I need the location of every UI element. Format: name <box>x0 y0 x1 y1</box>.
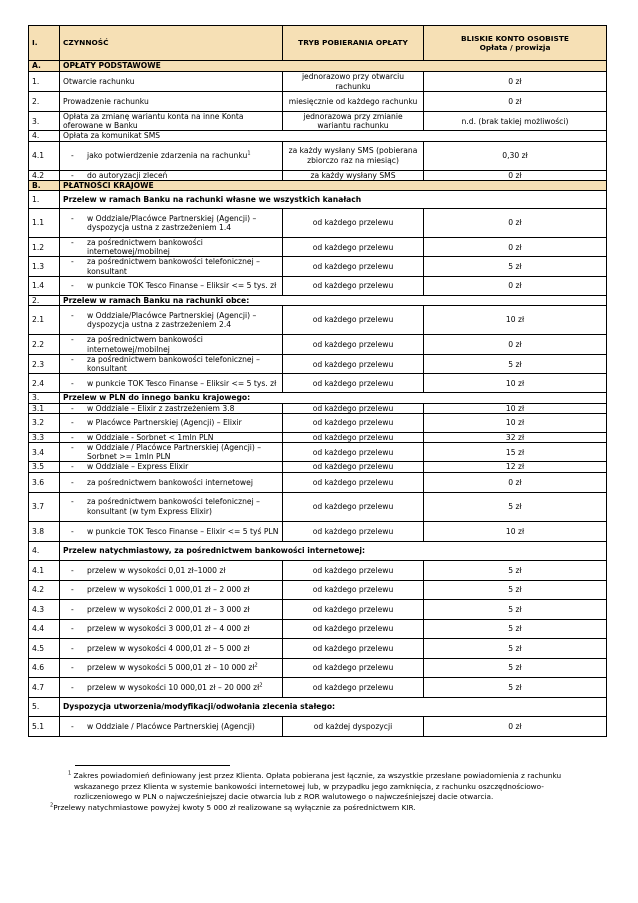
row-fee-mode: od każdego przelewu <box>283 462 424 472</box>
row-fee-value: 0 zł <box>424 276 607 295</box>
row-fee-value: 0,30 zł <box>424 141 607 170</box>
activity-text-wrap <box>87 624 279 633</box>
row-number: 1.1 <box>29 209 60 238</box>
activity-text: za pośrednictwem bankowości internetowej/mobilnej <box>87 238 203 257</box>
activity-text: za pośrednictwem bankowości telefonicznej – konsultant (w tym Express Elixir) <box>87 497 260 516</box>
row-fee-value: 0 zł <box>424 72 607 92</box>
row-fee-mode: od każdego przelewu <box>283 677 424 697</box>
row-number: A. <box>29 61 60 72</box>
row-activity <box>60 141 283 170</box>
activity-text-wrap <box>87 404 279 413</box>
row-number: 3.1 <box>29 403 60 413</box>
table-row <box>29 141 607 170</box>
row-fee-mode: jednorazowa przy zmianie wariantu rachunku <box>283 112 424 131</box>
bullet-dash: - <box>71 585 74 595</box>
activity-item <box>63 566 279 575</box>
table-row <box>29 403 607 413</box>
row-fee-mode: od każdego przelewu <box>283 492 424 521</box>
row-activity <box>60 462 283 472</box>
table-row <box>29 462 607 472</box>
row-number: 3.8 <box>29 521 60 541</box>
bullet-dash: - <box>71 643 74 653</box>
table-row <box>29 112 607 131</box>
activity-item <box>63 644 279 653</box>
row-activity <box>60 560 283 580</box>
activity-text-wrap <box>87 663 279 672</box>
activity-item <box>63 624 279 633</box>
bullet-dash: - <box>71 355 74 365</box>
bullet-dash: - <box>71 565 74 575</box>
activity-text: w Oddziale/Placówce Partnerskiej (Agencji) – dyspozycja ustna z zastrzeżeniem 1.4 <box>87 213 257 233</box>
row-fee-value: 10 zł <box>424 374 607 393</box>
header-fee-line2: Opłata / prowizja <box>479 43 551 52</box>
table-row <box>29 355 607 374</box>
row-activity <box>60 580 283 599</box>
activity-text: w Oddziale – Express Elixir <box>87 462 189 472</box>
fee-table-document <box>28 25 607 737</box>
header-num: I. <box>29 26 60 61</box>
group-title: Przelew natychmiastowy, za pośrednictwem bankowości internetowej: <box>60 541 607 560</box>
row-fee-mode: od każdego przelewu <box>283 560 424 580</box>
table-row <box>29 170 607 180</box>
section-row <box>29 61 607 72</box>
row-fee-mode: od każdego przelewu <box>283 403 424 413</box>
table-header-row <box>29 26 607 61</box>
row-number: 3.3 <box>29 432 60 442</box>
row-number: 1.4 <box>29 276 60 295</box>
footnote-ref: 2 <box>259 682 263 689</box>
activity-item <box>63 151 279 160</box>
activity-item <box>63 238 279 256</box>
row-fee-mode: od każdego przelewu <box>283 472 424 492</box>
table-row <box>29 92 607 112</box>
row-number: 1.3 <box>29 257 60 276</box>
activity-text: w Oddziale / Placówce Partnerskiej (Agencji) – Sorbnet >= 1mln PLN <box>87 443 262 462</box>
table-row <box>29 619 607 638</box>
activity-item <box>63 214 279 232</box>
activity-item <box>63 527 279 536</box>
activity-text: przelew w wysokości 10 000,01 zł – 20 000 zł <box>87 682 260 692</box>
activity-text-wrap <box>87 281 279 290</box>
activity-item <box>63 585 279 594</box>
row-number: 1. <box>29 72 60 92</box>
bullet-dash: - <box>71 497 74 507</box>
section-title: OPŁATY PODSTAWOWE <box>60 61 607 72</box>
table-row <box>29 335 607 355</box>
bullet-dash: - <box>71 310 74 320</box>
activity-text: przelew w wysokości 3 000,01 zł – 4 000 zł <box>87 624 250 634</box>
activity-text: za pośrednictwem bankowości internetowej/mobilnej <box>87 335 203 354</box>
row-activity <box>60 638 283 658</box>
activity-text-wrap <box>87 478 279 487</box>
group-title: Przelew w PLN do innego banku krajowego: <box>60 393 607 403</box>
row-number: 2.3 <box>29 355 60 374</box>
header-fee <box>424 26 607 61</box>
activity-text-wrap <box>87 214 279 232</box>
row-activity <box>60 716 283 736</box>
activity-item <box>63 335 279 353</box>
row-number: 3. <box>29 112 60 131</box>
footnotes <box>50 771 595 813</box>
row-fee-value: 5 zł <box>424 638 607 658</box>
row-fee-mode: od każdego przelewu <box>283 580 424 599</box>
activity-text-wrap <box>87 644 279 653</box>
row-fee-value: 5 zł <box>424 560 607 580</box>
bullet-dash: - <box>71 335 74 345</box>
row-activity <box>60 238 283 257</box>
table-row <box>29 716 607 736</box>
row-number: 3.6 <box>29 472 60 492</box>
row-fee-mode: jednorazowo przy otwarciu rachunku <box>283 72 424 92</box>
row-number: 4.4 <box>29 619 60 638</box>
group-row <box>29 191 607 209</box>
table-row <box>29 276 607 295</box>
row-number: 4. <box>29 541 60 560</box>
row-activity <box>60 472 283 492</box>
footnote-1 <box>50 771 595 803</box>
row-fee-value: 0 zł <box>424 716 607 736</box>
table-row <box>29 257 607 276</box>
footnote-2-mark: 2 <box>50 802 54 809</box>
row-fee-mode: od każdego przelewu <box>283 335 424 355</box>
activity-text-wrap <box>87 355 279 373</box>
row-fee-value: 10 zł <box>424 521 607 541</box>
row-number: 4.2 <box>29 170 60 180</box>
row-number: 2.1 <box>29 306 60 335</box>
group-row <box>29 131 607 141</box>
activity-text-wrap <box>87 238 279 256</box>
row-number: 4.6 <box>29 658 60 677</box>
bullet-dash: - <box>71 170 74 180</box>
row-fee-value: 5 zł <box>424 619 607 638</box>
header-mode: TRYB POBIERANIA OPŁATY <box>283 26 424 61</box>
activity-text-wrap <box>87 379 279 388</box>
activity-item <box>63 443 279 461</box>
activity-text: za pośrednictwem bankowości telefonicznej – konsultant <box>87 257 260 276</box>
row-number: 1.2 <box>29 238 60 257</box>
row-fee-mode: od każdego przelewu <box>283 238 424 257</box>
group-title: Dyspozycja utworzenia/modyfikacji/odwołania zlecenia stałego: <box>60 697 607 716</box>
section-row <box>29 180 607 190</box>
row-fee-value: 32 zł <box>424 432 607 442</box>
activity-text: w Oddziale/Placówce Partnerskiej (Agencji) – dyspozycja ustna z zastrzeżeniem 2.4 <box>87 310 257 330</box>
activity-text-wrap <box>87 433 279 442</box>
bullet-dash: - <box>71 432 74 442</box>
bullet-dash: - <box>71 257 74 267</box>
table-row <box>29 209 607 238</box>
row-fee-value: 0 zł <box>424 92 607 112</box>
activity-item <box>63 433 279 442</box>
row-fee-mode: od każdego przelewu <box>283 355 424 374</box>
table-row <box>29 599 607 619</box>
activity-item <box>63 722 279 731</box>
activity-item <box>63 355 279 373</box>
table-row <box>29 521 607 541</box>
bullet-dash: - <box>71 151 74 160</box>
activity-item <box>63 311 279 329</box>
row-number: 2.2 <box>29 335 60 355</box>
activity-text: jako potwierdzenie zdarzenia na rachunku <box>87 151 248 160</box>
row-fee-mode: od każdego przelewu <box>283 276 424 295</box>
row-fee-mode: od każdego przelewu <box>283 374 424 393</box>
row-number: 5. <box>29 697 60 716</box>
row-number: 4.5 <box>29 638 60 658</box>
row-number: 4.1 <box>29 141 60 170</box>
row-fee-value: 10 zł <box>424 413 607 432</box>
row-activity <box>60 257 283 276</box>
bullet-dash: - <box>71 281 74 291</box>
activity-text-wrap <box>87 151 279 160</box>
bullet-dash: - <box>71 477 74 487</box>
row-fee-mode: od każdej dyspozycji <box>283 716 424 736</box>
row-number: 2.4 <box>29 374 60 393</box>
activity-text-wrap <box>87 683 279 692</box>
row-fee-value: 12 zł <box>424 462 607 472</box>
row-number: B. <box>29 180 60 190</box>
bullet-dash: - <box>71 663 74 673</box>
row-fee-mode: od każdego przelewu <box>283 658 424 677</box>
activity-text-wrap <box>87 171 279 180</box>
activity-item <box>63 478 279 487</box>
table-row <box>29 560 607 580</box>
table-row <box>29 658 607 677</box>
row-fee-value: 5 zł <box>424 580 607 599</box>
activity-item <box>63 281 279 290</box>
row-activity <box>60 599 283 619</box>
section-title: PŁATNOŚCI KRAJOWE <box>60 180 607 190</box>
row-activity <box>60 355 283 374</box>
table-row <box>29 306 607 335</box>
row-fee-mode: od każdego przelewu <box>283 432 424 442</box>
group-row <box>29 295 607 305</box>
activity-text: w Oddziale / Placówce Partnerskiej (Agencji) <box>87 721 255 731</box>
activity-text: w punkcie TOK Tesco Finanse – Eliksir <= 5 tys. zł <box>87 281 277 291</box>
group-title: Opłata za komunikat SMS <box>60 131 607 141</box>
activity-text: przelew w wysokości 5 000,01 zł – 10 000 zł <box>87 663 255 673</box>
row-fee-mode: za każdy wysłany SMS <box>283 170 424 180</box>
row-fee-value: n.d. (brak takiej możliwości) <box>424 112 607 131</box>
row-number: 3.7 <box>29 492 60 521</box>
activity-text-wrap <box>87 335 279 353</box>
activity-text-wrap <box>87 722 279 731</box>
activity-text-wrap <box>87 418 279 427</box>
bullet-dash: - <box>71 462 74 472</box>
row-number: 3.4 <box>29 443 60 462</box>
bullet-dash: - <box>71 443 74 453</box>
row-number: 4.2 <box>29 580 60 599</box>
row-number: 2. <box>29 92 60 112</box>
row-fee-value: 15 zł <box>424 443 607 462</box>
activity-text-wrap <box>87 462 279 471</box>
activity-item <box>63 379 279 388</box>
footnote-1-mark: 1 <box>68 770 72 777</box>
activity-item <box>63 605 279 614</box>
row-fee-value: 0 zł <box>424 209 607 238</box>
activity-text-wrap <box>87 311 279 329</box>
activity-item <box>63 663 279 672</box>
header-activity: CZYNNOŚĆ <box>60 26 283 61</box>
activity-item <box>63 462 279 471</box>
footnote-2 <box>50 803 595 814</box>
footnote-ref: 2 <box>254 662 258 669</box>
row-number: 4.7 <box>29 677 60 697</box>
group-row <box>29 393 607 403</box>
row-activity <box>60 492 283 521</box>
row-fee-mode: od każdego przelewu <box>283 306 424 335</box>
activity-text: przelew w wysokości 2 000,01 zł – 3 000 zł <box>87 604 250 614</box>
activity-text: w punkcie TOK Tesco Finanse – Elixir <= 5 tyś PLN <box>87 526 279 536</box>
activity-text-wrap <box>87 605 279 614</box>
bullet-dash: - <box>71 213 74 223</box>
row-fee-mode: od każdego przelewu <box>283 257 424 276</box>
row-fee-value: 10 zł <box>424 403 607 413</box>
bullet-dash: - <box>71 526 74 536</box>
table-row <box>29 72 607 92</box>
row-fee-mode: od każdego przelewu <box>283 619 424 638</box>
row-number: 2. <box>29 295 60 305</box>
row-number: 1. <box>29 191 60 209</box>
row-activity <box>60 170 283 180</box>
footnote-separator <box>75 765 230 766</box>
group-row <box>29 697 607 716</box>
bullet-dash: - <box>71 682 74 692</box>
table-row <box>29 374 607 393</box>
activity-text: do autoryzacji zleceń <box>87 170 168 180</box>
footnote-2-text: Przelewy natychmiastowe powyżej kwoty 5 000 zł realizowane są wyłącznie za pośrednictwem KIR. <box>53 802 416 812</box>
header-fee-line1: BLISKIE KONTO OSOBISTE <box>461 33 569 43</box>
table-row <box>29 238 607 257</box>
table-row <box>29 580 607 599</box>
table-row <box>29 413 607 432</box>
row-activity <box>60 276 283 295</box>
row-activity: Opłata za zmianę wariantu konta na inne Konta oferowane w Banku <box>60 112 283 131</box>
bullet-dash: - <box>71 378 74 388</box>
row-activity <box>60 619 283 638</box>
activity-item <box>63 171 279 180</box>
activity-text: w Oddziale - Sorbnet < 1mln PLN <box>87 432 214 442</box>
bullet-dash: - <box>71 604 74 614</box>
row-number: 4.3 <box>29 599 60 619</box>
activity-text-wrap <box>87 257 279 275</box>
row-activity <box>60 413 283 432</box>
activity-item <box>63 418 279 427</box>
activity-item <box>63 257 279 275</box>
activity-item <box>63 497 279 515</box>
fee-table <box>28 25 607 737</box>
row-fee-mode: od każdego przelewu <box>283 521 424 541</box>
row-fee-value: 0 zł <box>424 335 607 355</box>
row-fee-value: 5 zł <box>424 658 607 677</box>
activity-text: przelew w wysokości 1 000,01 zł – 2 000 zł <box>87 585 250 595</box>
row-activity <box>60 432 283 442</box>
activity-text-wrap <box>87 497 279 515</box>
row-fee-mode: za każdy wysłany SMS (pobierana zbiorczo raz na miesiąc) <box>283 141 424 170</box>
table-row <box>29 492 607 521</box>
bullet-dash: - <box>71 403 74 413</box>
activity-text: przelew w wysokości 0,01 zł–1000 zł <box>87 565 226 575</box>
footnote-1-text: Zakres powiadomień definiowany jest przez Klienta. Opłata pobierana jest łącznie, za wszystkie przesłane powiadomienia z rachunku wskazanego przez Klienta w systemie bankowości internetowej lub, w przypadku jego zamknięcia, z rachunku oszczędnościowo-rozliczeniowego w PLN o najwcześniejszej dacie otwarcia lub z ROR walutowego o najwcześniejszej dacie otwarcia. <box>73 771 562 802</box>
row-fee-value: 5 zł <box>424 677 607 697</box>
row-number: 4. <box>29 131 60 141</box>
table-row <box>29 472 607 492</box>
row-fee-value: 5 zł <box>424 257 607 276</box>
row-fee-mode: od każdego przelewu <box>283 209 424 238</box>
activity-item <box>63 404 279 413</box>
bullet-dash: - <box>71 418 74 428</box>
activity-text: przelew w wysokości 4 000,01 zł – 5 000 zł <box>87 643 250 653</box>
bullet-dash: - <box>71 721 74 731</box>
row-fee-mode: od każdego przelewu <box>283 443 424 462</box>
row-fee-value: 0 zł <box>424 238 607 257</box>
table-row <box>29 443 607 462</box>
activity-item <box>63 683 279 692</box>
row-activity <box>60 403 283 413</box>
row-fee-value: 0 zł <box>424 472 607 492</box>
row-number: 3. <box>29 393 60 403</box>
row-number: 5.1 <box>29 716 60 736</box>
activity-text: w Placówce Partnerskiej (Agencji) – Elixir <box>87 418 242 428</box>
activity-text: za pośrednictwem bankowości internetowej <box>87 477 253 487</box>
row-fee-value: 5 zł <box>424 355 607 374</box>
row-fee-value: 5 zł <box>424 492 607 521</box>
row-activity <box>60 306 283 335</box>
row-activity <box>60 521 283 541</box>
activity-text-wrap <box>87 443 279 461</box>
bullet-dash: - <box>71 624 74 634</box>
row-fee-value: 5 zł <box>424 599 607 619</box>
row-fee-value: 0 zł <box>424 170 607 180</box>
activity-text-wrap <box>87 527 279 536</box>
group-title: Przelew w ramach Banku na rachunki obce: <box>60 295 607 305</box>
activity-text: w Oddziale – Elixir z zastrzeżeniem 3.8 <box>87 403 235 413</box>
activity-text: w punkcie TOK Tesco Finanse – Eliksir <= 5 tys. zł <box>87 378 277 388</box>
row-fee-mode: od każdego przelewu <box>283 599 424 619</box>
table-row <box>29 432 607 442</box>
row-fee-mode: miesięcznie od każdego rachunku <box>283 92 424 112</box>
activity-text-wrap <box>87 566 279 575</box>
row-activity: Prowadzenie rachunku <box>60 92 283 112</box>
row-activity <box>60 658 283 677</box>
activity-text-wrap <box>87 585 279 594</box>
row-activity <box>60 335 283 355</box>
row-activity <box>60 374 283 393</box>
table-row <box>29 638 607 658</box>
row-activity <box>60 677 283 697</box>
table-row <box>29 677 607 697</box>
group-row <box>29 541 607 560</box>
activity-text: za pośrednictwem bankowości telefonicznej – konsultant <box>87 355 260 374</box>
row-activity <box>60 443 283 462</box>
group-title: Przelew w ramach Banku na rachunki własne we wszystkich kanałach <box>60 191 607 209</box>
row-activity: Otwarcie rachunku <box>60 72 283 92</box>
row-number: 3.2 <box>29 413 60 432</box>
row-fee-mode: od każdego przelewu <box>283 638 424 658</box>
footnote-ref: 1 <box>247 150 251 157</box>
row-fee-value: 10 zł <box>424 306 607 335</box>
row-fee-mode: od każdego przelewu <box>283 413 424 432</box>
row-activity <box>60 209 283 238</box>
row-number: 3.5 <box>29 462 60 472</box>
bullet-dash: - <box>71 238 74 248</box>
row-number: 4.1 <box>29 560 60 580</box>
